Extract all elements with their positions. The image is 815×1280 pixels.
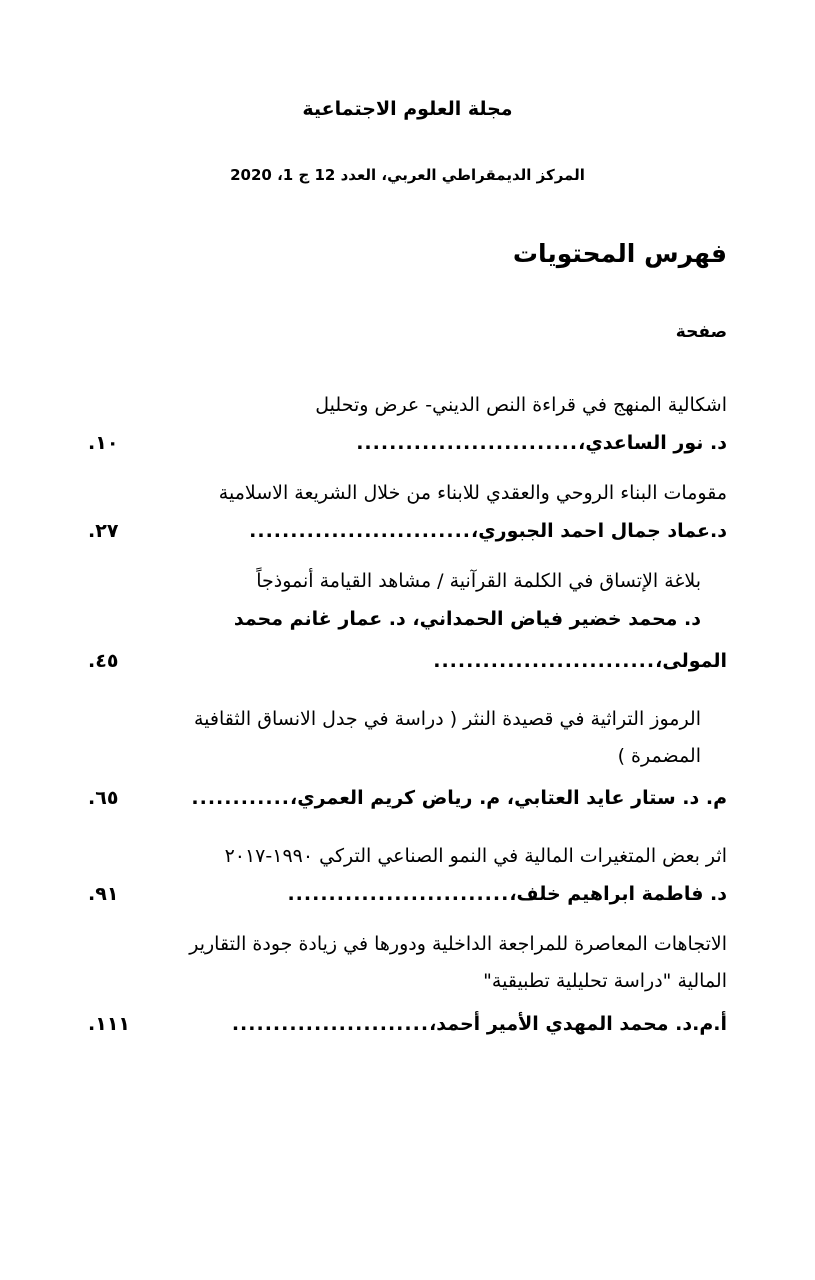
toc-entry-title: مقومات البناء الروحي والعقدي للابناء من خلال الشريعة الاسلامية: [218, 482, 727, 505]
toc-entry-page: ١١١.: [88, 1012, 131, 1035]
toc-entry-author: د. نور الساعدي،: [578, 432, 727, 455]
page-column-label: صفحة: [675, 322, 727, 343]
toc-entry-page: ٢٧.: [88, 520, 119, 543]
journal-title: مجلة العلوم الاجتماعية: [302, 98, 513, 120]
contents-heading: فهرس المحتويات: [512, 238, 727, 268]
toc-entry: [88, 702, 727, 817]
toc-entry: [88, 476, 727, 550]
toc-entry-page: ٩١.: [88, 883, 119, 906]
toc-entry-author-row: [88, 780, 727, 817]
toc-entry-author-continued: المولى،: [655, 649, 727, 672]
toc-entry: [88, 388, 727, 462]
toc-entry-title: اثر بعض المتغيرات المالية في النمو الصناعي التركي ١٩٩٠-٢٠١٧: [224, 845, 727, 868]
toc-entry-author-row: [88, 425, 727, 462]
toc-entry-author-row: [88, 1006, 727, 1043]
toc-entry-author: د. فاطمة ابراهيم خلف،: [509, 883, 727, 906]
toc-entry: [88, 839, 727, 913]
leader-dots: ...........................: [356, 432, 579, 455]
leader-dots: ...........................: [249, 520, 472, 543]
toc-entry-title: الرموز التراثية في قصيدة النثر ( دراسة في جدل الانساق الثقافية: [193, 707, 701, 730]
leader-dots: ............: [191, 787, 291, 810]
toc-entry-author: م. د. ستار عايد العتابي، م. رياض كريم العمري،: [290, 787, 727, 810]
toc-entry-page: ٦٥.: [88, 787, 119, 810]
issue-line: المركز الديمقراطي العربي، العدد 12 ج 1، 2020: [230, 165, 585, 184]
toc-entry-author-row: [88, 643, 727, 680]
toc-entry-page: ١٠.: [88, 432, 119, 455]
leader-dots: ...........................: [433, 649, 656, 672]
leader-dots: ...........................: [287, 883, 510, 906]
toc-entry: [88, 927, 727, 1042]
toc-entry-author: أ.م.د. محمد المهدي الأمير أحمد،: [429, 1012, 727, 1035]
toc-entry-author-row: [88, 513, 727, 550]
toc-entry-title: اشكالية المنهج في قراءة النص الديني- عرض وتحليل: [315, 394, 727, 417]
toc-entry-title-continued: المالية "دراسة تحليلية تطبيقية": [483, 970, 727, 993]
toc-entry-title: الاتجاهات المعاصرة للمراجعة الداخلية ودورها في زيادة جودة التقارير: [189, 933, 727, 956]
toc-entry-author: د. محمد خضير فياض الحمداني، د. عمار غانم محمد: [233, 607, 701, 630]
toc-entry-author: د.عماد جمال احمد الجبوري،: [471, 520, 727, 543]
leader-dots: ........................: [231, 1012, 430, 1035]
toc-entry: [88, 564, 727, 679]
toc-entry-title: بلاغة الإتساق في الكلمة القرآنية / مشاهد القيامة أنموذجاً: [256, 570, 701, 593]
toc-entry-page: ٤٥.: [88, 649, 119, 672]
toc-entry-title-continued: المضمرة ): [617, 744, 701, 767]
toc-entry-author-row: [88, 876, 727, 913]
